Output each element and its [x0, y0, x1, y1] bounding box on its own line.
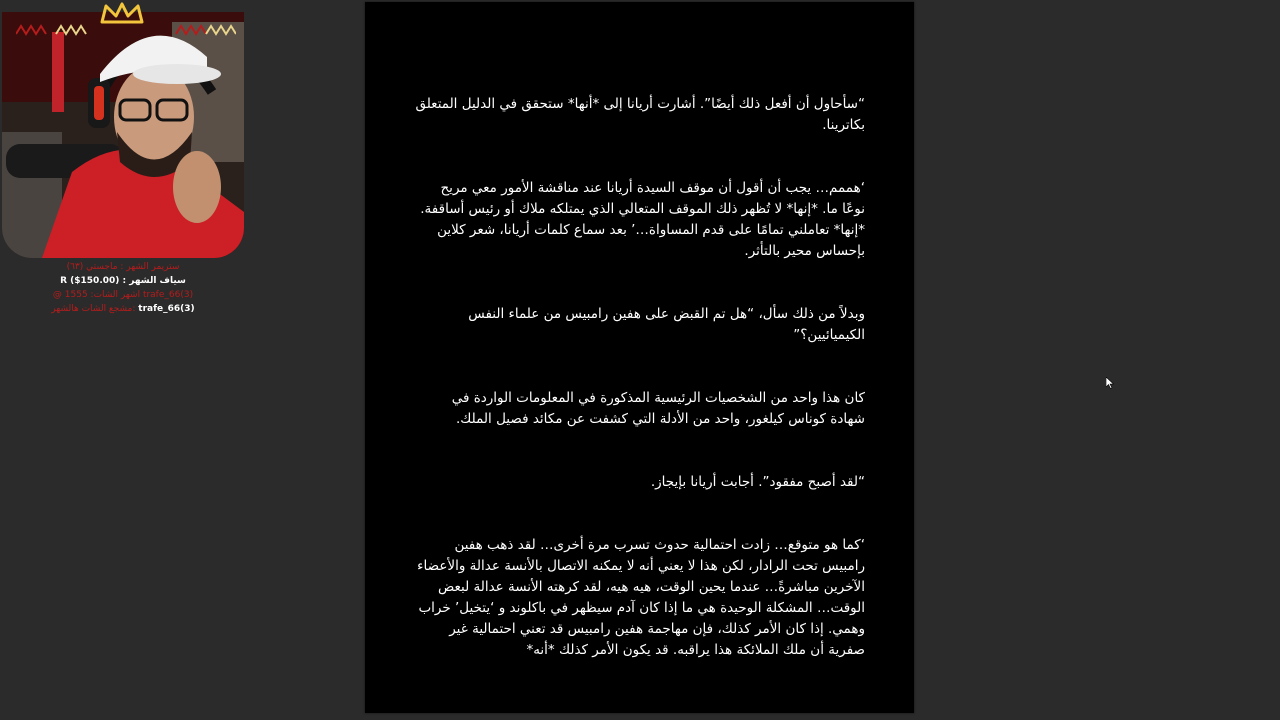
paragraph-6: ‘كما هو متوقع… زادت احتمالية حدوث تسرب مرة أخرى… لقد ذهب هفين رامبيس تحت الرادار، لكن هذا لا يعني أنه لا يمكنه الاتصال بالأنسة عدالة والأعضاء الآخرين مباشرةً… عندما يحين الوقت، هيه هيه، لقد كرهته الأنسة عدالة لبعض الوقت… المشكلة الوحيدة هي ما إذا كان آدم سيظهر في باكلوند و ‘يتخيل’ خراب وهمي. إذا كان الأمر كذلك، فإن مهاجمة هفين رامبيس قد تعني احتمالية غير صفرية أن ملك الملائكة هذا يراقبه. قد يكون الأمر كذلك *أنه* — [417, 537, 865, 658]
paragraph-2: ‘هممم… يجب أن أقول أن موقف السيدة أريانا عند مناقشة الأمور معي مريح نوعًا ما. *إنها* لا تُظهر ذلك الموقف المتعالي الذي يمتلكه ملاك أو رئيس أساقفة. *إنها* تعاملني تمامًا على قدم المساواة…’ بعد سماع كلمات أريانا، شعر كلاين بإحساس محير بالتأثر. — [420, 180, 865, 259]
webcam-feed — [2, 12, 244, 258]
paragraph-1: “سأحاول أن أفعل ذلك أيضًا”. أشارت أريانا إلى *أنها* ستحقق في الدليل المتعلق بكاترينا. — [415, 96, 865, 133]
document-text — [415, 94, 865, 703]
overlay-supporter-line — [0, 302, 246, 316]
overlay-chat-line: @ اشهر الشات: 1555 trafe_66(3) — [52, 290, 194, 300]
mouse-cursor-icon — [1106, 377, 1114, 389]
streamer-webcam — [2, 12, 244, 258]
paragraph-3: وبدلاً من ذلك سأل، “هل تم القبض على هفين رامبيس من علماء النفس الكيميائيين؟” — [468, 306, 865, 343]
overlay-donor-line: R ($150.00) : سياف الشهر — [60, 276, 186, 286]
paragraph-4: كان هذا واحد من الشخصيات الرئيسية المذكورة في المعلومات الواردة في شهادة كوناس كيلغور، واحد من الأدلة التي كشفت عن مكائد فصيل الملك. — [451, 390, 865, 427]
crown-icon — [100, 2, 144, 24]
paragraph-5: “لقد أصبح مفقود”. أجابت أريانا بإيجاز. — [650, 474, 865, 490]
overlay-supporter-label: مشجع الشات هالشهر: — [51, 304, 139, 314]
document-page — [365, 2, 914, 713]
overlay-streamer-line: ستريمر الشهر : ماجستي (٦٣) — [66, 262, 180, 272]
stream-overlay-text — [0, 260, 246, 316]
overlay-supporter-name: trafe_66(3) — [138, 304, 195, 314]
